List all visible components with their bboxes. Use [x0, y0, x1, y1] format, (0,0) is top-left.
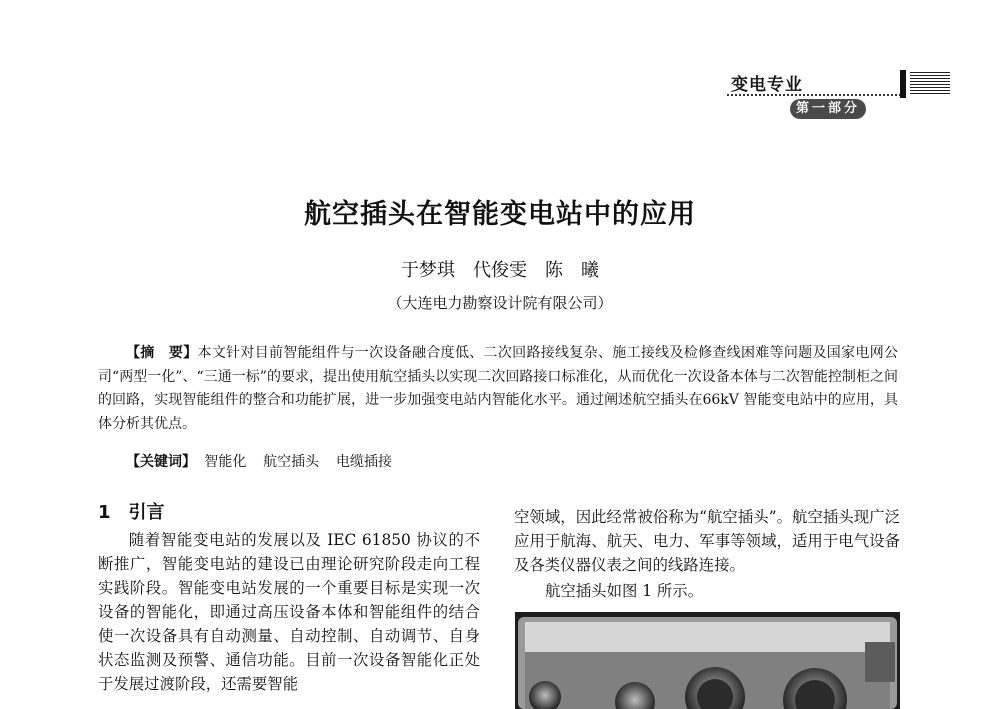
section-title: 变电专业	[731, 75, 803, 95]
paper-title: 航空插头在智能变电站中的应用	[304, 199, 696, 230]
keyword: 电缆插接	[335, 454, 392, 470]
abstract	[98, 342, 898, 436]
keyword: 航空插头	[263, 454, 320, 470]
header-bar	[900, 70, 906, 98]
affiliation: （大连电力勘察设计院有限公司）	[387, 294, 613, 312]
keyword: 智能化	[204, 454, 247, 470]
abstract-text: 本文针对目前智能组件与一次设备融合度低、二次回路接线复杂、施工接线及检修查线困难等问题及国家电网公司“两型一化”、“三通一标”的要求，提出使用航空插头以实现二次回路接口标准化，从而优化一次设备本体与二次智能控制柜之间的回路，实现智能组件的整合和功能扩展，进一步加强变电站内智能化水平。通过阐述航空插头在66kV 智能变电站中的应用，具体分析其优点。	[98, 345, 899, 432]
keywords-label: 【关键词】	[126, 454, 196, 470]
abstract-label: 【摘 要】	[126, 345, 198, 361]
header-rule	[727, 94, 905, 96]
authors: 于梦琪 代俊雯 陈 曦	[401, 260, 599, 281]
section-body: 随着智能变电站的发展以及 IEC 61850 协议的不断推广，智能变电站的建设已由理论研究阶段走向工程实践阶段。智能变电站发展的一个重要目标是实现一次设备的智能化，即通过高压设备本体和智能组件的结合使一次设备具有自动测量、自动控制、自动调节、自身状态监测及预警、通信功能。目前一次设备智能化正处于发展过渡阶段，还需要智能	[98, 531, 480, 693]
keywords	[126, 451, 400, 471]
section-heading: 1 引言	[98, 502, 165, 523]
figure-reference: 航空插头如图 1 所示。	[545, 582, 704, 600]
header-decoration	[910, 72, 950, 96]
figure-photo	[515, 612, 900, 709]
part-label: 第一部分	[790, 99, 866, 119]
right-column-text: 空领域，因此经常被俗称为“航空插头”。航空插头现广泛应用于航海、航天、电力、军事等领域，适用于电气设备及各类仪器仪表之间的线路连接。	[514, 508, 900, 574]
